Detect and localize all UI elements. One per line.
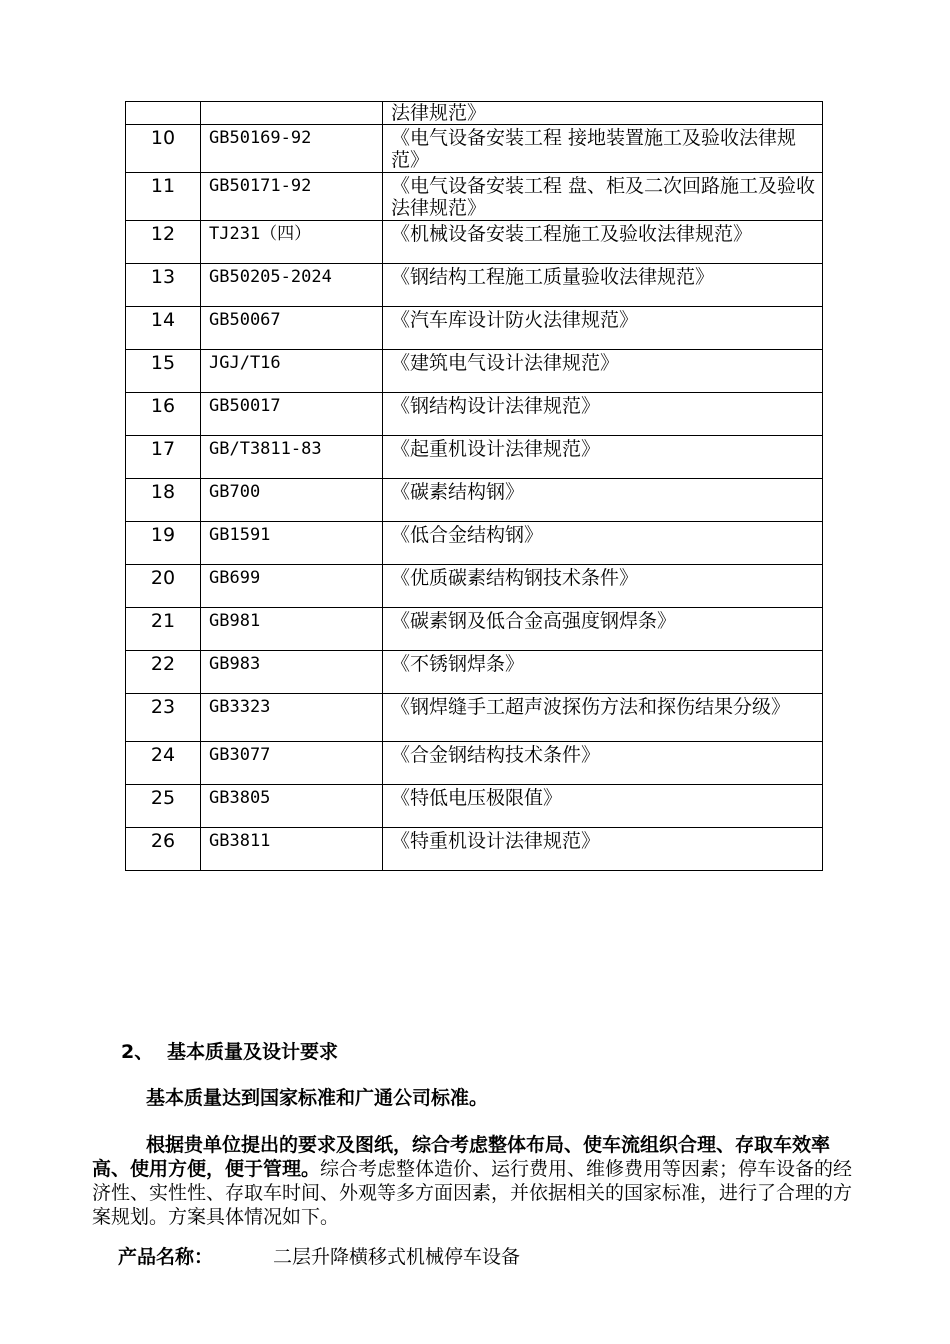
product-name-line: [118, 1245, 520, 1269]
row-number-cell: 15: [126, 350, 201, 393]
standards-table-body: [126, 102, 823, 871]
standard-code-cell: GB3077: [201, 742, 383, 785]
table-row: [126, 694, 823, 742]
standard-name-cell: 《钢结构工程施工质量验收法律规范》: [383, 264, 823, 307]
table-row: [126, 221, 823, 264]
table-row: [126, 828, 823, 871]
standard-name-cell: 《起重机设计法律规范》: [383, 436, 823, 479]
row-number-cell: 13: [126, 264, 201, 307]
standard-code-cell: GB700: [201, 479, 383, 522]
standard-name-cell: 《钢结构设计法律规范》: [383, 393, 823, 436]
standard-name-cell: 《钢焊缝手工超声波探伤方法和探伤结果分级》: [383, 694, 823, 742]
row-number-cell: 22: [126, 651, 201, 694]
standard-name-cell: 《低合金结构钢》: [383, 522, 823, 565]
table-row: [126, 565, 823, 608]
table-row: [126, 785, 823, 828]
row-number-cell: 10: [126, 125, 201, 173]
table-row: [126, 102, 823, 125]
table-row: [126, 125, 823, 173]
standard-name-cell: 《优质碳素结构钢技术条件》: [383, 565, 823, 608]
table-row: [126, 522, 823, 565]
standard-name-cell: 《特重机设计法律规范》: [383, 828, 823, 871]
row-number-cell: 19: [126, 522, 201, 565]
row-number-cell: 18: [126, 479, 201, 522]
standard-name-cell: 《电气设备安装工程 接地装置施工及验收法律规范》: [383, 125, 823, 173]
row-number-cell: 26: [126, 828, 201, 871]
standard-name-cell: 《碳素结构钢》: [383, 479, 823, 522]
section-index: 2、: [121, 1041, 154, 1063]
row-number-cell: 24: [126, 742, 201, 785]
section-heading: [121, 1040, 338, 1064]
table-row: [126, 436, 823, 479]
row-number-cell: 23: [126, 694, 201, 742]
standard-name-cell: 《建筑电气设计法律规范》: [383, 350, 823, 393]
table-row: [126, 264, 823, 307]
section-title: 基本质量及设计要求: [167, 1041, 339, 1063]
standard-name-cell: 《汽车库设计防火法律规范》: [383, 307, 823, 350]
row-number-cell: 16: [126, 393, 201, 436]
table-row: [126, 608, 823, 651]
table-row: [126, 350, 823, 393]
row-number-cell: 21: [126, 608, 201, 651]
row-number-cell: 11: [126, 173, 201, 221]
standard-code-cell: GB50205-2024: [201, 264, 383, 307]
design-paragraph: [92, 1133, 860, 1229]
standard-code-cell: GB/T3811-83: [201, 436, 383, 479]
standards-table: [125, 101, 823, 871]
standard-code-cell: GB3811: [201, 828, 383, 871]
standard-code-cell: [201, 102, 383, 125]
standard-name-cell: 《电气设备安装工程 盘、柜及二次回路施工及验收法律规范》: [383, 173, 823, 221]
standard-code-cell: GB699: [201, 565, 383, 608]
row-number-cell: 14: [126, 307, 201, 350]
row-number-cell: 12: [126, 221, 201, 264]
table-row: [126, 307, 823, 350]
standard-code-cell: GB3805: [201, 785, 383, 828]
product-name-value: 二层升降横移式机械停车设备: [273, 1246, 521, 1268]
standard-code-cell: GB50017: [201, 393, 383, 436]
product-name-label: 产品名称：: [118, 1246, 214, 1268]
standard-code-cell: JGJ/T16: [201, 350, 383, 393]
standard-code-cell: GB50169-92: [201, 125, 383, 173]
row-number-cell: 25: [126, 785, 201, 828]
standard-name-cell: 《碳素钢及低合金高强度钢焊条》: [383, 608, 823, 651]
row-number-cell: 20: [126, 565, 201, 608]
standard-name-cell: 《特低电压极限值》: [383, 785, 823, 828]
standard-code-cell: TJ231（四）: [201, 221, 383, 264]
standard-code-cell: GB983: [201, 651, 383, 694]
quality-paragraph: 基本质量达到国家标准和广通公司标准。: [146, 1087, 489, 1109]
table-row: [126, 173, 823, 221]
design-paragraph-bold: 根据贵单位提出的要求及图纸，综合考虑整体布局、使车流组织合理、存取车效率高、使用方便，便于管理。: [92, 1134, 831, 1180]
table-row: [126, 742, 823, 785]
standard-code-cell: GB981: [201, 608, 383, 651]
row-number-cell: [126, 102, 201, 125]
standard-name-cell: 《合金钢结构技术条件》: [383, 742, 823, 785]
standard-code-cell: GB3323: [201, 694, 383, 742]
table-row: [126, 479, 823, 522]
design-paragraph-normal: 综合考虑整体造价、运行费用、维修费用等因素；停车设备的经济性、实性性、存取车时间、外观等多方面因素，并依据相关的国家标准，进行了合理的方案规划。方案具体情况如下。: [92, 1158, 853, 1228]
standard-code-cell: GB1591: [201, 522, 383, 565]
standard-code-cell: GB50171-92: [201, 173, 383, 221]
standard-name-cell: 法律规范》: [383, 102, 823, 125]
table-row: [126, 393, 823, 436]
standard-code-cell: GB50067: [201, 307, 383, 350]
row-number-cell: 17: [126, 436, 201, 479]
table-row: [126, 651, 823, 694]
standard-name-cell: 《不锈钢焊条》: [383, 651, 823, 694]
standard-name-cell: 《机械设备安装工程施工及验收法律规范》: [383, 221, 823, 264]
